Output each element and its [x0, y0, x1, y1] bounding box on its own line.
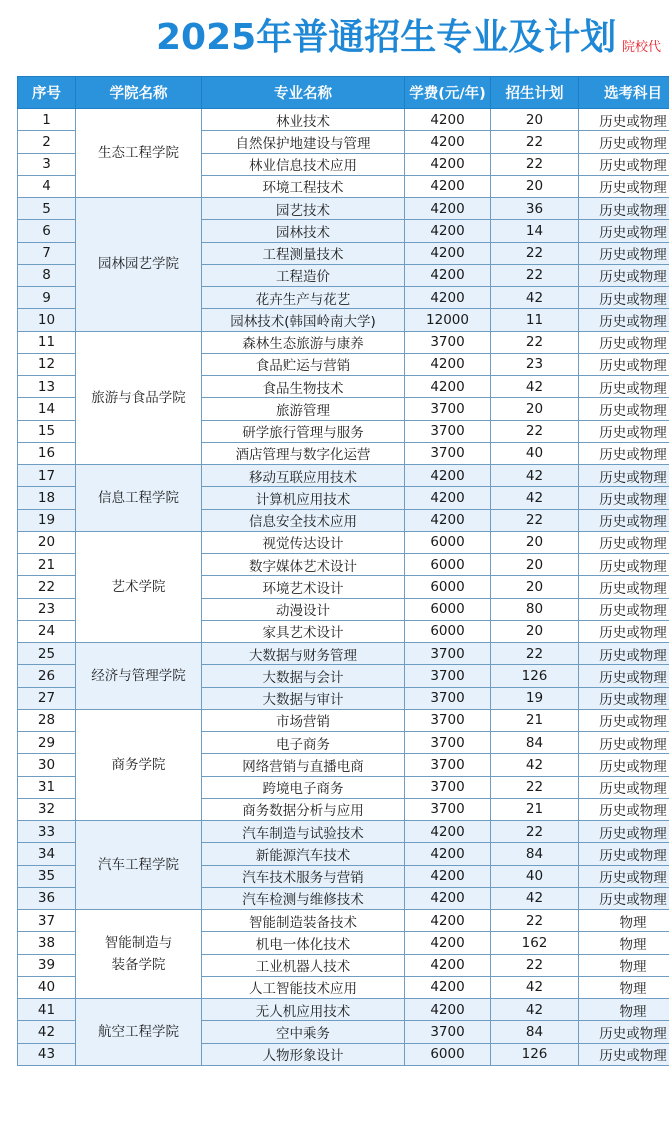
major-name: 旅游管理	[202, 398, 405, 420]
quota-value: 22	[491, 509, 579, 531]
major-name: 动漫设计	[202, 598, 405, 620]
major-name: 电子商务	[202, 732, 405, 754]
quota-value: 20	[491, 554, 579, 576]
row-index: 19	[18, 509, 76, 531]
row-index: 33	[18, 821, 76, 843]
major-name: 商务数据分析与应用	[202, 798, 405, 820]
major-name: 家具艺术设计	[202, 620, 405, 642]
major-name: 机电一体化技术	[202, 932, 405, 954]
table-row	[18, 821, 669, 843]
tuition-value: 3700	[405, 732, 491, 754]
major-name: 移动互联应用技术	[202, 465, 405, 487]
tuition-value: 4200	[405, 821, 491, 843]
row-index: 29	[18, 732, 76, 754]
tuition-value: 3700	[405, 398, 491, 420]
major-name: 汽车制造与试验技术	[202, 821, 405, 843]
major-name: 数字媒体艺术设计	[202, 554, 405, 576]
major-name: 市场营销	[202, 709, 405, 731]
subject-requirement: 历史或物理	[579, 376, 669, 398]
quota-value: 22	[491, 242, 579, 264]
tuition-value: 3700	[405, 776, 491, 798]
quota-value: 42	[491, 465, 579, 487]
quota-value: 42	[491, 287, 579, 309]
quota-value: 22	[491, 153, 579, 175]
col-header-major: 专业名称	[202, 77, 405, 109]
row-index: 34	[18, 843, 76, 865]
major-name: 空中乘务	[202, 1021, 405, 1043]
college-name: 生态工程学院	[76, 109, 202, 198]
major-name: 花卉生产与花艺	[202, 287, 405, 309]
tuition-value: 12000	[405, 309, 491, 331]
tuition-value: 4200	[405, 242, 491, 264]
major-name: 园艺技术	[202, 198, 405, 220]
tuition-value: 4200	[405, 487, 491, 509]
major-name: 园林技术	[202, 220, 405, 242]
tuition-value: 6000	[405, 1043, 491, 1065]
table-row	[18, 709, 669, 731]
subject-requirement: 历史或物理	[579, 531, 669, 553]
subject-requirement: 历史或物理	[579, 554, 669, 576]
tuition-value: 3700	[405, 331, 491, 353]
tuition-value: 4200	[405, 153, 491, 175]
subject-requirement: 历史或物理	[579, 109, 669, 131]
quota-value: 11	[491, 309, 579, 331]
major-name: 大数据与审计	[202, 687, 405, 709]
row-index: 36	[18, 887, 76, 909]
major-name: 网络营销与直播电商	[202, 754, 405, 776]
quota-value: 84	[491, 732, 579, 754]
row-index: 11	[18, 331, 76, 353]
major-name: 自然保护地建设与管理	[202, 131, 405, 153]
subject-requirement: 历史或物理	[579, 198, 669, 220]
quota-value: 21	[491, 709, 579, 731]
row-index: 7	[18, 242, 76, 264]
col-header-subjects: 选考科目	[579, 77, 669, 109]
tuition-value: 3700	[405, 420, 491, 442]
quota-value: 84	[491, 1021, 579, 1043]
college-name: 旅游与食品学院	[76, 331, 202, 465]
subject-requirement: 历史或物理	[579, 598, 669, 620]
row-index: 41	[18, 999, 76, 1021]
table-row	[18, 109, 669, 131]
tuition-value: 6000	[405, 576, 491, 598]
row-index: 9	[18, 287, 76, 309]
quota-value: 42	[491, 976, 579, 998]
college-name: 信息工程学院	[76, 465, 202, 532]
subject-requirement: 历史或物理	[579, 709, 669, 731]
major-name: 汽车检测与维修技术	[202, 887, 405, 909]
major-name: 食品贮运与营销	[202, 353, 405, 375]
quota-value: 22	[491, 776, 579, 798]
table-row	[18, 198, 669, 220]
college-name: 园林园艺学院	[76, 198, 202, 332]
row-index: 39	[18, 954, 76, 976]
quota-value: 126	[491, 1043, 579, 1065]
col-header-index: 序号	[18, 77, 76, 109]
row-index: 37	[18, 910, 76, 932]
tuition-value: 4200	[405, 287, 491, 309]
quota-value: 42	[491, 754, 579, 776]
tuition-value: 4200	[405, 198, 491, 220]
page-title: 2025年普通招生专业及计划	[156, 17, 617, 58]
quota-value: 20	[491, 620, 579, 642]
subject-requirement: 历史或物理	[579, 821, 669, 843]
row-index: 15	[18, 420, 76, 442]
row-index: 40	[18, 976, 76, 998]
subject-requirement: 历史或物理	[579, 175, 669, 197]
quota-value: 42	[491, 487, 579, 509]
row-index: 35	[18, 865, 76, 887]
subject-requirement: 历史或物理	[579, 287, 669, 309]
row-index: 22	[18, 576, 76, 598]
quota-value: 20	[491, 398, 579, 420]
major-name: 酒店管理与数字化运营	[202, 442, 405, 464]
row-index: 30	[18, 754, 76, 776]
major-name: 信息安全技术应用	[202, 509, 405, 531]
row-index: 3	[18, 153, 76, 175]
major-name: 工程测量技术	[202, 242, 405, 264]
quota-value: 42	[491, 376, 579, 398]
subject-requirement: 物理	[579, 999, 669, 1021]
tuition-value: 3700	[405, 665, 491, 687]
major-name: 跨境电子商务	[202, 776, 405, 798]
quota-value: 22	[491, 954, 579, 976]
major-name: 环境艺术设计	[202, 576, 405, 598]
subject-requirement: 历史或物理	[579, 420, 669, 442]
subject-requirement: 物理	[579, 932, 669, 954]
tuition-value: 6000	[405, 531, 491, 553]
college-name: 汽车工程学院	[76, 821, 202, 910]
row-index: 26	[18, 665, 76, 687]
tuition-value: 4200	[405, 865, 491, 887]
major-name: 人工智能技术应用	[202, 976, 405, 998]
college-name: 航空工程学院	[76, 999, 202, 1066]
enrollment-table	[17, 76, 669, 1066]
row-index: 8	[18, 264, 76, 286]
tuition-value: 4200	[405, 887, 491, 909]
major-name: 食品生物技术	[202, 376, 405, 398]
major-name: 新能源汽车技术	[202, 843, 405, 865]
major-name: 园林技术(韩国岭南大学)	[202, 309, 405, 331]
subject-requirement: 物理	[579, 910, 669, 932]
row-index: 38	[18, 932, 76, 954]
table-row	[18, 465, 669, 487]
college-name: 艺术学院	[76, 531, 202, 642]
row-index: 21	[18, 554, 76, 576]
tuition-value: 6000	[405, 620, 491, 642]
subject-requirement: 历史或物理	[579, 331, 669, 353]
subject-requirement: 物理	[579, 954, 669, 976]
quota-value: 20	[491, 175, 579, 197]
tuition-value: 4200	[405, 131, 491, 153]
major-name: 工业机器人技术	[202, 954, 405, 976]
major-name: 视觉传达设计	[202, 531, 405, 553]
major-name: 大数据与会计	[202, 665, 405, 687]
row-index: 24	[18, 620, 76, 642]
major-name: 汽车技术服务与营销	[202, 865, 405, 887]
tuition-value: 3700	[405, 798, 491, 820]
subject-requirement: 历史或物理	[579, 798, 669, 820]
quota-value: 21	[491, 798, 579, 820]
tuition-value: 6000	[405, 554, 491, 576]
tuition-value: 4200	[405, 264, 491, 286]
tuition-value: 4200	[405, 109, 491, 131]
quota-value: 126	[491, 665, 579, 687]
quota-value: 42	[491, 999, 579, 1021]
subject-requirement: 历史或物理	[579, 509, 669, 531]
subject-requirement: 历史或物理	[579, 576, 669, 598]
subject-requirement: 历史或物理	[579, 1043, 669, 1065]
quota-value: 80	[491, 598, 579, 620]
table-row	[18, 643, 669, 665]
tuition-value: 6000	[405, 598, 491, 620]
table-row	[18, 910, 669, 932]
subject-requirement: 历史或物理	[579, 465, 669, 487]
major-name: 无人机应用技术	[202, 999, 405, 1021]
table-row	[18, 999, 669, 1021]
quota-value: 40	[491, 865, 579, 887]
tuition-value: 3700	[405, 754, 491, 776]
subject-requirement: 历史或物理	[579, 620, 669, 642]
quota-value: 19	[491, 687, 579, 709]
quota-value: 20	[491, 576, 579, 598]
quota-value: 22	[491, 910, 579, 932]
row-index: 14	[18, 398, 76, 420]
quota-value: 22	[491, 643, 579, 665]
college-name: 经济与管理学院	[76, 643, 202, 710]
college-name: 商务学院	[76, 709, 202, 820]
row-index: 43	[18, 1043, 76, 1065]
tuition-value: 3700	[405, 442, 491, 464]
col-header-quota: 招生计划	[491, 77, 579, 109]
major-name: 计算机应用技术	[202, 487, 405, 509]
subject-requirement: 历史或物理	[579, 153, 669, 175]
subject-requirement: 历史或物理	[579, 865, 669, 887]
quota-value: 84	[491, 843, 579, 865]
row-index: 27	[18, 687, 76, 709]
subject-requirement: 历史或物理	[579, 643, 669, 665]
tuition-value: 4200	[405, 353, 491, 375]
subject-requirement: 历史或物理	[579, 220, 669, 242]
major-name: 林业信息技术应用	[202, 153, 405, 175]
row-index: 6	[18, 220, 76, 242]
tuition-value: 4200	[405, 175, 491, 197]
col-header-tuition: 学费(元/年)	[405, 77, 491, 109]
tuition-value: 4200	[405, 376, 491, 398]
quota-value: 22	[491, 331, 579, 353]
tuition-value: 4200	[405, 843, 491, 865]
quota-value: 162	[491, 932, 579, 954]
subject-requirement: 历史或物理	[579, 887, 669, 909]
col-header-college: 学院名称	[76, 77, 202, 109]
quota-value: 23	[491, 353, 579, 375]
quota-value: 40	[491, 442, 579, 464]
quota-value: 22	[491, 264, 579, 286]
row-index: 2	[18, 131, 76, 153]
row-index: 23	[18, 598, 76, 620]
subject-requirement: 历史或物理	[579, 687, 669, 709]
subject-requirement: 历史或物理	[579, 732, 669, 754]
table-header-row	[18, 77, 669, 109]
row-index: 1	[18, 109, 76, 131]
college-name: 智能制造与 装备学院	[76, 910, 202, 999]
quota-value: 22	[491, 420, 579, 442]
subject-requirement: 历史或物理	[579, 487, 669, 509]
row-index: 4	[18, 175, 76, 197]
quota-value: 14	[491, 220, 579, 242]
table-row	[18, 531, 669, 553]
subject-requirement: 历史或物理	[579, 242, 669, 264]
subject-requirement: 历史或物理	[579, 353, 669, 375]
row-index: 16	[18, 442, 76, 464]
tuition-value: 3700	[405, 1021, 491, 1043]
quota-value: 36	[491, 198, 579, 220]
subject-requirement: 物理	[579, 976, 669, 998]
tuition-value: 4200	[405, 465, 491, 487]
subject-requirement: 历史或物理	[579, 442, 669, 464]
tuition-value: 4200	[405, 999, 491, 1021]
subject-requirement: 历史或物理	[579, 264, 669, 286]
major-name: 林业技术	[202, 109, 405, 131]
tuition-value: 3700	[405, 643, 491, 665]
tuition-value: 4200	[405, 932, 491, 954]
major-name: 环境工程技术	[202, 175, 405, 197]
tuition-value: 3700	[405, 709, 491, 731]
row-index: 17	[18, 465, 76, 487]
quota-value: 22	[491, 821, 579, 843]
row-index: 42	[18, 1021, 76, 1043]
row-index: 10	[18, 309, 76, 331]
row-index: 18	[18, 487, 76, 509]
tuition-value: 4200	[405, 509, 491, 531]
subject-requirement: 历史或物理	[579, 1021, 669, 1043]
quota-value: 22	[491, 131, 579, 153]
row-index: 31	[18, 776, 76, 798]
subject-requirement: 历史或物理	[579, 843, 669, 865]
quota-value: 42	[491, 887, 579, 909]
subject-requirement: 历史或物理	[579, 398, 669, 420]
major-name: 人物形象设计	[202, 1043, 405, 1065]
row-index: 5	[18, 198, 76, 220]
row-index: 25	[18, 643, 76, 665]
quota-value: 20	[491, 531, 579, 553]
table-row	[18, 331, 669, 353]
major-name: 森林生态旅游与康养	[202, 331, 405, 353]
row-index: 32	[18, 798, 76, 820]
subject-requirement: 历史或物理	[579, 776, 669, 798]
tuition-value: 4200	[405, 954, 491, 976]
tuition-value: 4200	[405, 220, 491, 242]
row-index: 28	[18, 709, 76, 731]
major-name: 研学旅行管理与服务	[202, 420, 405, 442]
major-name: 工程造价	[202, 264, 405, 286]
subject-requirement: 历史或物理	[579, 754, 669, 776]
row-index: 20	[18, 531, 76, 553]
subject-requirement: 历史或物理	[579, 131, 669, 153]
row-index: 13	[18, 376, 76, 398]
tuition-value: 3700	[405, 687, 491, 709]
tuition-value: 4200	[405, 976, 491, 998]
institution-code-label: 院校代	[622, 40, 662, 55]
major-name: 智能制造装备技术	[202, 910, 405, 932]
subject-requirement: 历史或物理	[579, 309, 669, 331]
subject-requirement: 历史或物理	[579, 665, 669, 687]
major-name: 大数据与财务管理	[202, 643, 405, 665]
tuition-value: 4200	[405, 910, 491, 932]
row-index: 12	[18, 353, 76, 375]
quota-value: 20	[491, 109, 579, 131]
